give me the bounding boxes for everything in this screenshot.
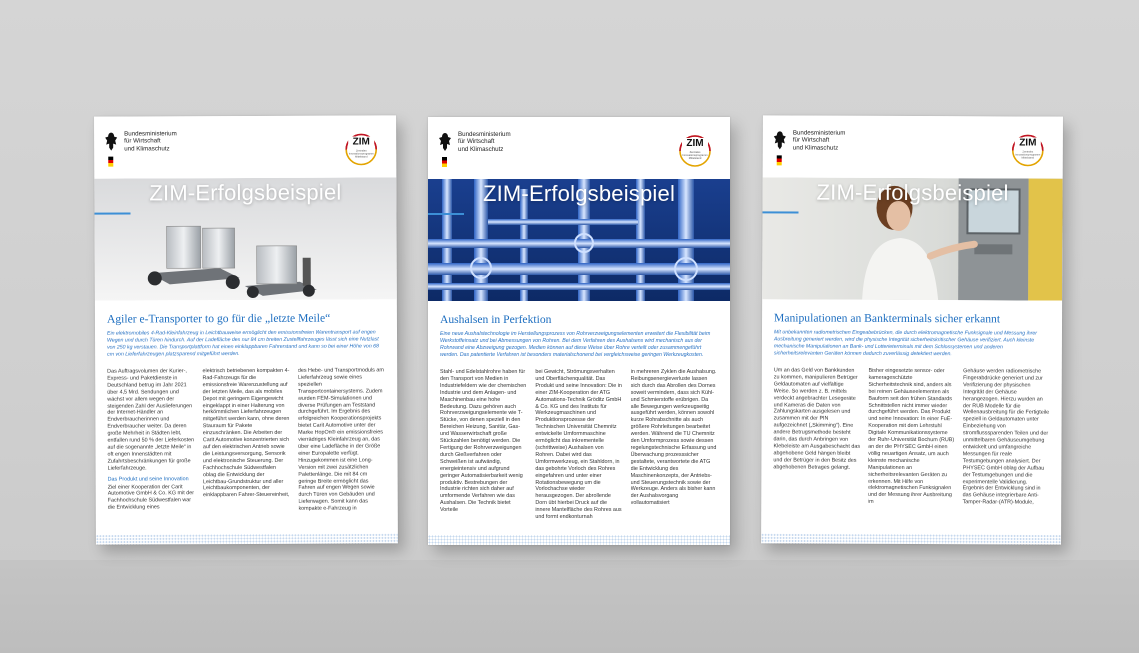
- dot-pattern: [96, 533, 398, 544]
- federal-eagle-icon: [773, 129, 787, 151]
- zim-logo: [1005, 128, 1051, 170]
- body-columns: [107, 367, 386, 534]
- body-column: Um an das Geld von Bankkunden zu kommen, manipulieren Betrüger Geldautomaten auf vielfältige Weise. So werden z. B. mittels verdeckt angebrachter Lesegeräte und Kameras die Daten von Zahlungskarten ausgelesen und zusammen mit der PIN aufgezeichnet („Skimming“). Eine andere Betrugsmethode besteht darin, das durch Anbringen von Klebeleiste am Ausgabeschacht das abgehobene Geld hängen bleibt und der Betrüger in den Besitz des abgehobenen Betrages gelangt.: [773, 367, 861, 471]
- zim-logo: [672, 129, 718, 171]
- accent-line: [428, 213, 464, 215]
- body-columns: [440, 369, 718, 535]
- zim-logo: [338, 127, 384, 169]
- ministry-name: Bundesministerium für Wirtschaft und Klimaschutz: [792, 129, 846, 152]
- german-flag-icon: [777, 155, 782, 165]
- hero-title: ZIM-Erfolgsbeispiel: [482, 181, 676, 206]
- flyer-header: [763, 115, 1063, 178]
- svg-text:Mittelstand: Mittelstand: [688, 157, 702, 160]
- flyer-title: Manipulationen an Bankterminals sicher erkannt: [774, 311, 1001, 326]
- section-heading: Das Produkt und seine Innovation: [107, 475, 189, 483]
- federal-eagle-icon: [438, 131, 452, 153]
- svg-text:Mittelstand: Mittelstand: [354, 155, 368, 159]
- svg-text:ZIM: ZIM: [352, 136, 370, 148]
- flyer-title: Aushalsen in Perfektion: [440, 313, 552, 326]
- accent-line: [763, 211, 799, 213]
- flyer-lead: Mit unbekannten radiometrischen Eingeabebrücken, die durch elektromagnetische Funksignale und Messung ihrer Ausbreitung generiert werden, wird die physische Integrität sicherheitskritischer Gehäuse verifiziert. Auch kleinste mechanische Manipulationen an Bank- und Lotterieterminals mit dem Schlossystemen und anderen sicherheitsrelevanten Geräten können dadurch zuverlässig detektiert werden.: [773, 329, 1037, 358]
- body-column: elektrisch betriebenen kompakten 4-Rad-Fahrzeugs für die emissionsfreie Warenzustellung auf der letzten Meile, das als mobiles Depot mit geringem Eigengewicht eingeklappt in einer Halterung von herkömmlichen Lieferfahrzeugen mitgeführt werden kann, ohne deren Stauraum für Pakete einzuschränken. Die Arbeiten der Carit Automotive konzentrierten sich auf den elektrischen Antrieb sowie die Leistungsversorgung, Sensorik und elektronische Steuerung. Der Fachhochschule Südwestfalen oblag die Entwicklung der Leichtbau-Grundstruktur und aller Leichtbaukomponenten, der einklappbaren Fahrer-Steuereinheit,: [202, 367, 290, 499]
- body-column: Gehäuse werden radiometrische Fingerabdrücke generiert und zur Verifizierung der physischen Integrität der Gehäuse herangezogen. Hierzu wurden an der RUB Modelle für die Wellenausbreitung für die Fertigteile speziell in Geldautomaten unter Einbeziehung von stromflusssparenden Teilen und der unmittelbaren Gehäuseumgebung entwickelt und umfangreiche Messungen für reale Testumgebungen analysiert. Der PHYSEC GmbH oblag der Aufbau der Testumgebungen und die experimentelle Validierung. Ergebnis der Entwicklung sind in das Gehäuse integrierbare Anti-Tamper-Radar-(ATR)-Module,: [962, 368, 1050, 506]
- body-column: Das Auftragsvolumen der Kurier-, Express- und Paketdienste in Deutschland betrug im Jahr 2021 über 4,5 Mrd. Sendungen und wächst vor allem wegen der steigenden Zahl der Auslieferungen der Internet-Händler an Endverbraucherinnen und Endverbraucher weiter. Da deren große Mehrheit in Städten lebt, entfallen rund 50 % der Lieferkosten auf die sogenannte „letzte Meile“ in oft engen Innenstädten mit Zufahrtsbeschränkungen für große Lieferfahrzeuge. Das Produkt und seine Innovation Ziel einer Kooperation der Carit Automotive GmbH & Co. KG mit der Fachhochschule Südwestfalen war die Entwicklung eines: [107, 368, 195, 511]
- federal-eagle-icon: [104, 131, 118, 153]
- flyer-aushalsen: [428, 117, 730, 545]
- body-column: Bisher eingesetzte sensor- oder kamerageschützte Sicherheitstechnik sind, anders als bei reinen Gehäuseelementen als Bauform seit den frühen Standards Schnittstellen nicht immer wieder durchgeführt werden. Das Produkt und seine Innovation: In einer FuE-Kooperation mit dem Lehrstuhl Digitale Kommunikationssysteme der Ruhr-Universität Bochum (RUB) an der die PHYSEC GmbH einen völlig neuartigen Ansatz, um auch kleinste mechanische Manipulationen an sicherheitsrelevanten Geräten zu erkennen. Mit Hilfe von elektromagnetischen Funksignalen und der Messung ihrer Ausbreitung im: [867, 367, 955, 506]
- svg-text:Innovationsprogramm: Innovationsprogramm: [1015, 153, 1041, 157]
- flyer-lead: Ein elektromobiles 4-Rad-Kleinfahrzeug in Leichtbauweise ermöglicht den emissionsfreien Warentransport auf engen Wegen und durch Türen hindurch. Auf der Ladefläche des nur 84 cm breiten Zustellfahrzeuges lässt sich eine Nutzlast von 250 kg verstauen. Die Transportplattform hat einen einklappbaren Fahrerstand und kann so bei einer Höhe von 68 cm von Lieferfahrzeugen platzsparend mitgeführt werden.: [107, 329, 379, 358]
- flyer-bankterminals: [761, 115, 1063, 544]
- svg-text:Mittelstand: Mittelstand: [1021, 156, 1035, 160]
- accent-line: [94, 213, 130, 215]
- hero-title: ZIM-Erfolgsbeispiel: [816, 179, 1009, 206]
- flyer-header: [94, 115, 396, 178]
- flyer-header: [428, 117, 730, 179]
- german-flag-icon: [442, 157, 447, 167]
- svg-text:Zentrales: Zentrales: [689, 151, 701, 154]
- flyer-title: Agiler e-Transporter to go für die „letzte Meile“: [106, 311, 331, 326]
- svg-text:ZIM: ZIM: [686, 138, 704, 149]
- body-column: bei Gewicht, Strömungsverhalten und Oberflächenqualität. Das Produkt und seine Innovation: Die in einer ZIM-Kooperation der ATG Automations-Technik Gröditz GmbH & Co. KG und des Instituts für Werkzeugmaschinen und Produktionsprozesse der Technischen Universität Chemnitz entwickelte Umformmaschine ermöglicht das inkrementelle (schrittweise) Aushalsen von Rohren. Dabei wird das Umformwerkzeug, ein Stahldorn, in das gebohrte Vorloch des Rohres eingefahren und unter einer Rotationsbewegung um die Vorlochachse wieder herausgezogen. Der abrollende Dorn übt hierbei Druck auf die innere Mantelfläche des Rohres aus und formt endkonturnah: [535, 369, 622, 521]
- background-surface: [0, 560, 1139, 653]
- body-columns: [773, 367, 1050, 534]
- flyer-e-transporter: [94, 115, 398, 544]
- hero-title: ZIM-Erfolgsbeispiel: [149, 179, 342, 206]
- svg-text:Innovationsprogramm: Innovationsprogramm: [348, 152, 374, 156]
- body-column: in mehreren Zyklen die Aushalsung. Reibungsenergieverluste lassen sich durch das Abrollen des Dornes soweit vermindern, dass sich Kühl- und Schmierstoffe erübrigen. Da alle Bewegungen werkzeugseitig ausgeführt werden, können sowohl kurze Rohrabschnitte als auch größere Rohrleitungen bearbeitet werden. Während die TU Chemnitz den Umformprozess sowie dessen regelungstechnische Erfassung und Überwachung prozesssicher gestaltete, verantwortete die ATG die Entwicklung des Maschinenkonzepts, der Antriebs- und Steuerungstechnik sowie der Werkzeuge. Anders als bisher kann der Aushalsvorgang vollautomatisiert: [630, 369, 717, 507]
- svg-text:Zentrales: Zentrales: [1022, 150, 1034, 154]
- svg-text:Innovationsprogramm: Innovationsprogramm: [682, 154, 708, 157]
- flyer-lead: Eine neue Aushalstechnologie im Herstellungsprozess von Rohrverzweigungselementen erweitert die Flexibilität beim Werkstoffeinsatz und bei Abmessungen von Rohren. Bei dem Verfahren des Aushalsens wird mechanisch aus der Rohrwand eine Abzweigung gezogen. Medien können auf diese Weise über Rohre verteilt oder zusammengeführt werden. Das patentierte Verfahren ist besonders materialschonend bei vergleichsweise geringen Werkzeugkosten.: [440, 331, 711, 358]
- svg-text:Zentrales: Zentrales: [355, 149, 367, 153]
- german-flag-icon: [108, 157, 113, 167]
- ministry-name: Bundesministerium für Wirtschaft und Klimaschutz: [458, 131, 511, 153]
- dot-pattern: [761, 533, 1061, 544]
- dot-pattern: [428, 535, 730, 545]
- ministry-name: Bundesministerium für Wirtschaft und Klimaschutz: [124, 130, 177, 153]
- body-column: Stahl- und Edelstahlrohre haben für den Transport von Medien in Industriefeldern wie der chemischen Industrie und dem Anlagen- und Maschinenbau eine hohe Bedeutung. Dazu gehören auch Rohrverzweigungselemente wie T-Stücke, von denen speziell in den Bereichen Heizung, Sanitär, Gas- und Wasserwirtschaft große Stückzahlen benötigt werden. Die Fertigung der Rohrverzweigungen durch Gießverfahren oder Schweißen ist aufwändig, energieintensiv und aufgrund geringer Automatisierbarkeit wenig produktiv. Bestrebungen der Industrie richten sich daher auf umformende Verfahren wie das Aushalsen. Die Technik bietet Vorteile: [440, 369, 527, 514]
- svg-text:ZIM: ZIM: [1019, 137, 1037, 149]
- body-column: des Hebe- und Transportmoduls am Lieferfahrzeug sowie eines speziellen Transportcontainersystems. Zudem wurden FEM-Simulationen und diverse Prüfungen am Teststand durchgeführt. Im Ergebnis des erfolgreichen Kooperationsprojekts bietet Carit Automotive unter der Marke HopOn® ein emissionsfreies vierrädriges Kleinfahrzeug an, das über eine Ladefläche in der Größe einer Europalette verfügt. Hinzugekommen ist eine Long-Version mit zwei zusätzlichen Palettenlänge. Die mit 84 cm geringe Breite ermöglicht das Fahren auf engen Wegen sowie durch Türen von Gebäuden und Lieferwagen. Somit kann das kompakte e-Fahrzeug in: [297, 367, 384, 512]
